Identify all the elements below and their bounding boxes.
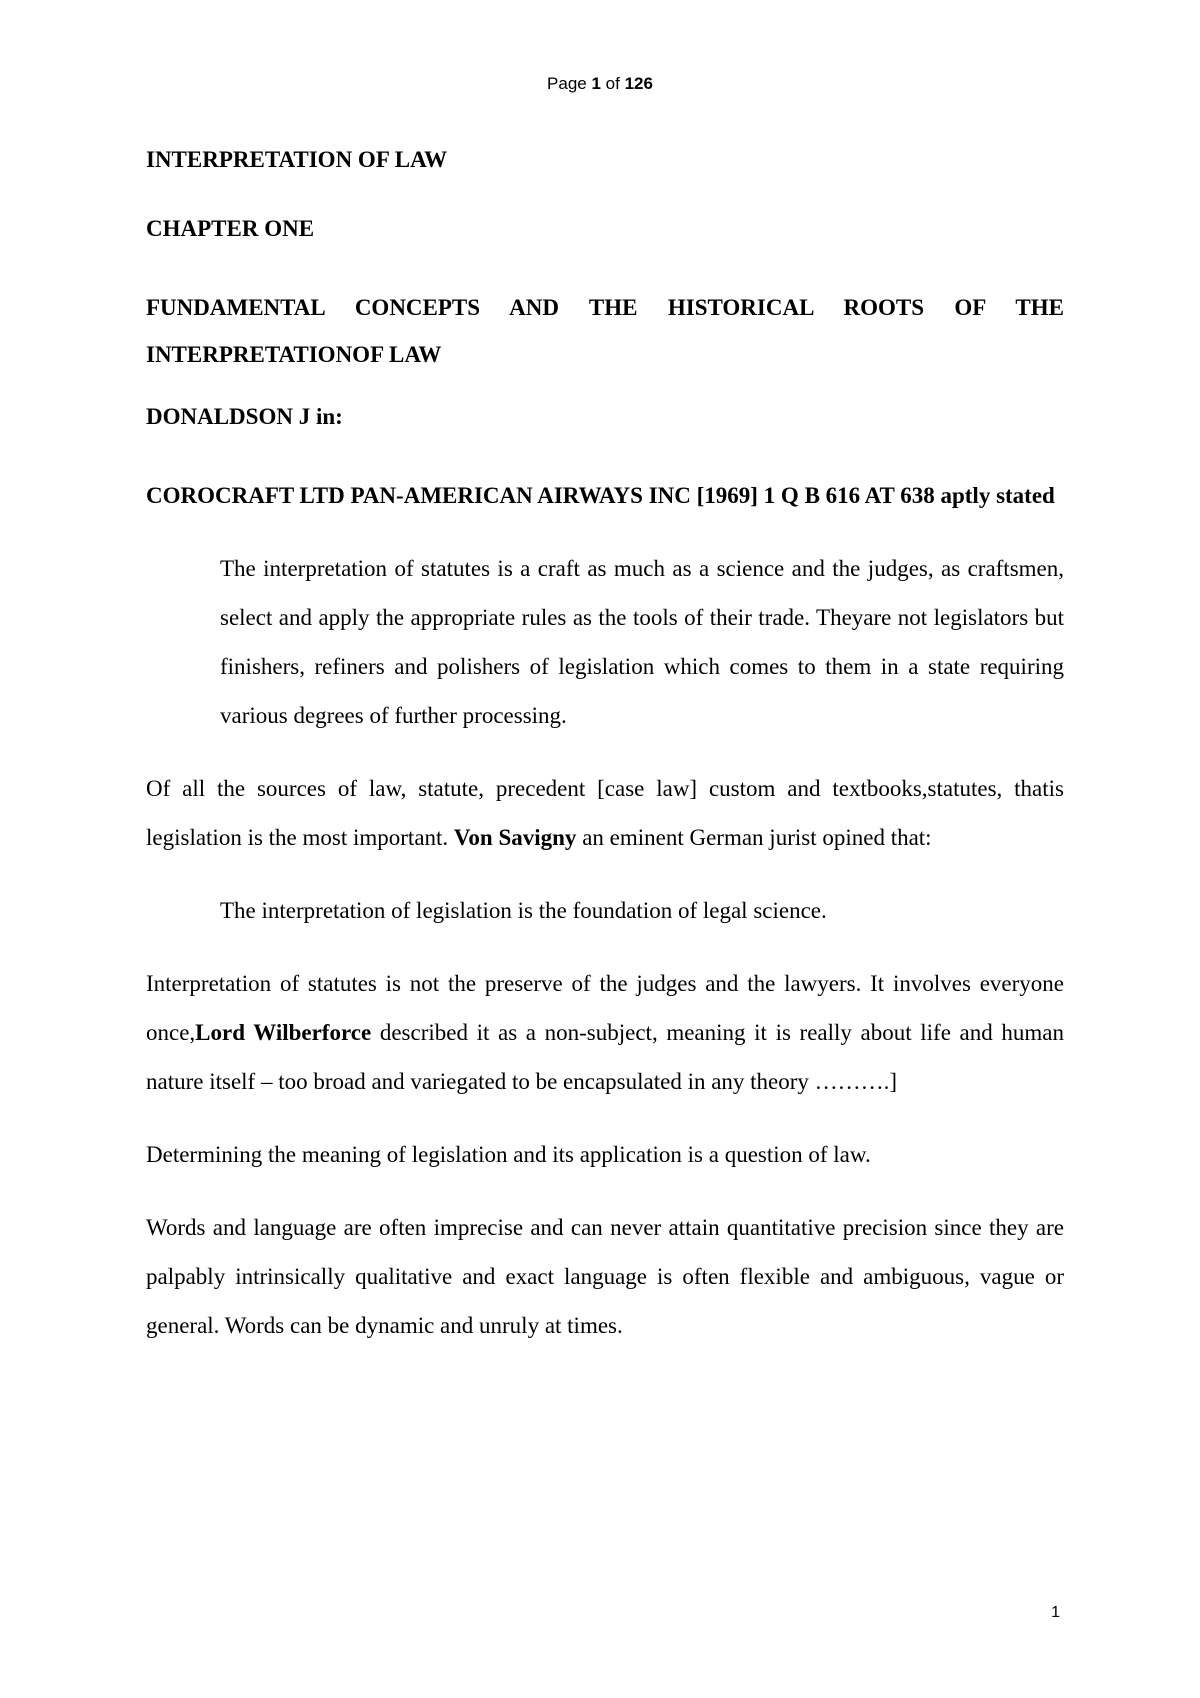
case-citation: COROCRAFT LTD PAN-AMERICAN AIRWAYS INC [1969] 1 Q B 616 AT 638 aptly stated [146, 483, 1055, 508]
document-body [146, 146, 1064, 1374]
paragraph-text: an eminent German jurist opined that: [576, 825, 932, 850]
paragraph-sources-of-law [146, 764, 1064, 862]
page-footer-number: 1 [1051, 1604, 1060, 1621]
page-label-of: of [600, 74, 625, 93]
chapter-heading: CHAPTER ONE [146, 216, 315, 241]
current-page-number: 1 [591, 74, 601, 93]
jurist-name: Von Savigny [453, 825, 577, 850]
judge-heading: DONALDSON J in: [146, 404, 343, 429]
block-quote-donaldson: The interpretation of statutes is a craft as much as a science and the judges, as craftsmen, select and apply the appropriate rules as the tools of their trade. Theyare not legislators but finishers, refiners and polishers of legislation which comes to them in a state requiring various degrees of further processing. [220, 556, 1064, 728]
block-quote-savigny: The interpretation of legislation is the foundation of legal science. [220, 898, 827, 923]
paragraph-question-of-law: Determining the meaning of legislation and its application is a question of law. [146, 1142, 871, 1167]
total-page-count: 126 [624, 74, 653, 93]
page-header [0, 74, 1200, 94]
paragraph-text: described it as a non-subject, meaning it is really about life and human nature itself – too broad and variegated to be encapsulated in any theory ……….] [146, 1020, 1065, 1094]
section-heading: FUNDAMENTAL CONCEPTS AND THE HISTORICAL ROOTS OF THE INTERPRETATIONOF LAW [146, 295, 1064, 367]
paragraph-interpretation [146, 959, 1064, 1106]
paragraph-words-language: Words and language are often imprecise and can never attain quantitative precision since they are palpably intrinsically qualitative and exact language is often flexible and ambiguous, vague or general. Words can be dynamic and unruly at times. [146, 1215, 1064, 1338]
page-label-prefix: Page [547, 74, 592, 93]
jurist-name: Lord Wilberforce [195, 1020, 372, 1045]
document-title: INTERPRETATION OF LAW [146, 147, 448, 172]
paragraph-text: Interpretation of statutes is not the preserve of the judges and the lawyers. It involves everyone once, [146, 971, 1064, 1045]
paragraph-text: Of all the sources of law, statute, precedent [case law] custom and textbooks,statutes, thatis legislation is the most important. [146, 776, 1064, 850]
